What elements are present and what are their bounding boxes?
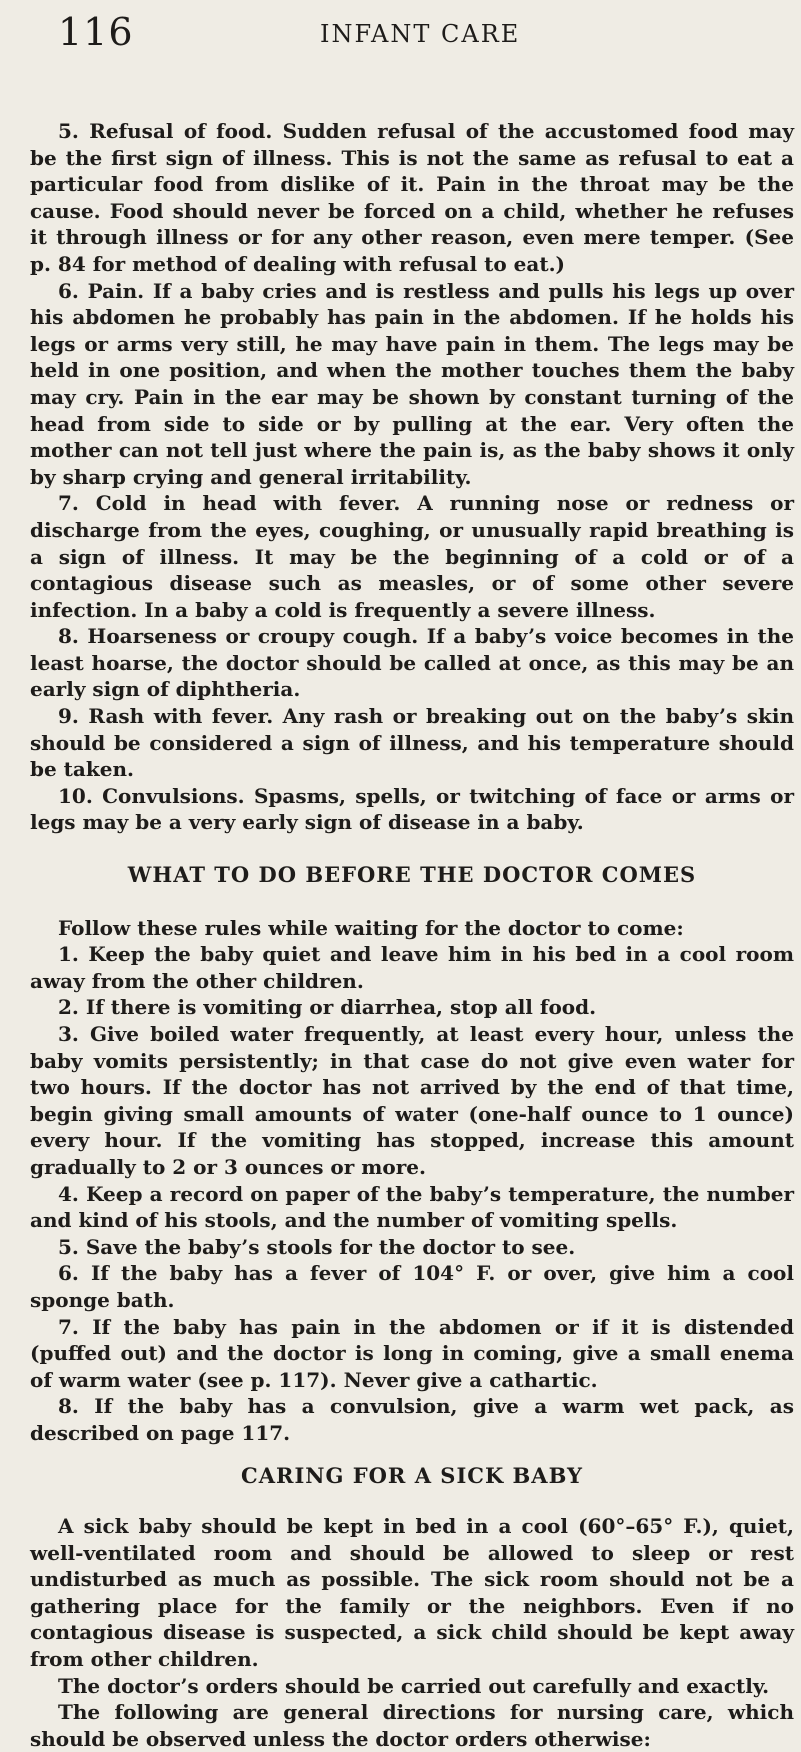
rule-item-4: 4. Keep a record on paper of the baby’s temperature, the number and kind of his stools, and the number of vomiting spells.: [30, 1181, 794, 1233]
rule-item-7: 7. If the baby has pain in the abdomen or if it is distended (puffed out) and the doctor is long in coming, give a small enema of warm water (see p. 117). Never give a cathartic.: [30, 1314, 794, 1392]
signs-item-5: 5. Refusal of food. Sudden refusal of the accustomed food may be the first sign of illness. This is not the same as refusal to eat a particular food from dislike of it. Pain in the throat may be the cause. Food should never be forced on a child, whether he refuses it through illness or for any other reason, even mere temper. (See p. 84 for method of dealing with refusal to eat.): [30, 119, 794, 276]
sick-baby-paragraph-2: The doctor’s orders should be carried out carefully and exactly.: [58, 1673, 770, 1698]
rule-item-8: 8. If the baby has a convulsion, give a warm wet pack, as described on page 117.: [30, 1394, 794, 1445]
rules-intro: Follow these rules while waiting for the doctor to come:: [58, 915, 684, 940]
sick-baby-paragraph-1: A sick baby should be kept in bed in a cool (60°–65° F.), quiet, well-ventilated room and should be allowed to sleep or rest undisturbed as much as possible. The sick room should not be a gathering place for the family or the neighbors. Even if no contagious disease is suspected, a sick child should be kept away from other children.: [30, 1514, 794, 1672]
signs-item-7: 7. Cold in head with fever. A running nose or redness or discharge from the eyes, coughing, or unusually rapid breathing is a sign of illness. It may be the beginning of a cold or of a contagious disease such as measles, or of some other severe infection. In a baby a cold is frequently a severe illness.: [30, 491, 794, 622]
rule-item-5: 5. Save the baby’s stools for the doctor to see.: [58, 1234, 576, 1259]
page-number: 116: [58, 10, 134, 54]
signs-item-6: 6. Pain. If a baby cries and is restless and pulls his legs up over his abdomen he probably has pain in the abdomen. If he holds his legs or arms very still, he may have pain in them. The legs may be held in one position, and when the mother touches them the baby may cry. Pain in the ear may be shown by constant turning of the head from side to side or by pulling at the ear. Very often the mother can not tell just where the pain is, as the baby shows it only by sharp crying and general irritability.: [30, 278, 794, 489]
section-heading-sick-baby: CARING FOR A SICK BABY: [241, 1462, 583, 1488]
rule-item-2: 2. If there is vomiting or diarrhea, stop all food.: [58, 995, 597, 1020]
signs-item-9: 9. Rash with fever. Any rash or breaking out on the baby’s skin should be considered a sign of illness, and his temperature should be taken.: [30, 704, 794, 782]
page-header: [0, 10, 801, 70]
rule-item-3: 3. Give boiled water frequently, at least every hour, unless the baby vomits persistently; in that case do not give even water for two hours. If the doctor has not arrived by the end of that time, begin giving small amounts of water (one-half ounce to 1 ounce) every hour. If the vomiting has stopped, increase this amount gradually to 2 or 3 ounces or more.: [30, 1022, 794, 1179]
sick-baby-paragraph-3: The following are general directions for nursing care, which should be observed unless the doctor orders otherwise:: [30, 1700, 794, 1751]
signs-item-8: 8. Hoarseness or croupy cough. If a baby’s voice becomes in the least hoarse, the doctor should be called at once, as this may be an early sign of diphtheria.: [30, 624, 794, 702]
page-body: [30, 118, 794, 1752]
section-heading-before-doctor: WHAT TO DO BEFORE THE DOCTOR COMES: [127, 862, 697, 888]
rule-item-6: 6. If the baby has a fever of 104° F. or over, give him a cool sponge bath.: [30, 1261, 794, 1312]
signs-item-10: 10. Convulsions. Spasms, spells, or twitching of face or arms or legs may be a very early sign of disease in a baby.: [30, 783, 794, 835]
running-title: INFANT CARE: [320, 20, 521, 48]
rule-item-1: 1. Keep the baby quiet and leave him in his bed in a cool room away from the other children.: [30, 942, 794, 993]
